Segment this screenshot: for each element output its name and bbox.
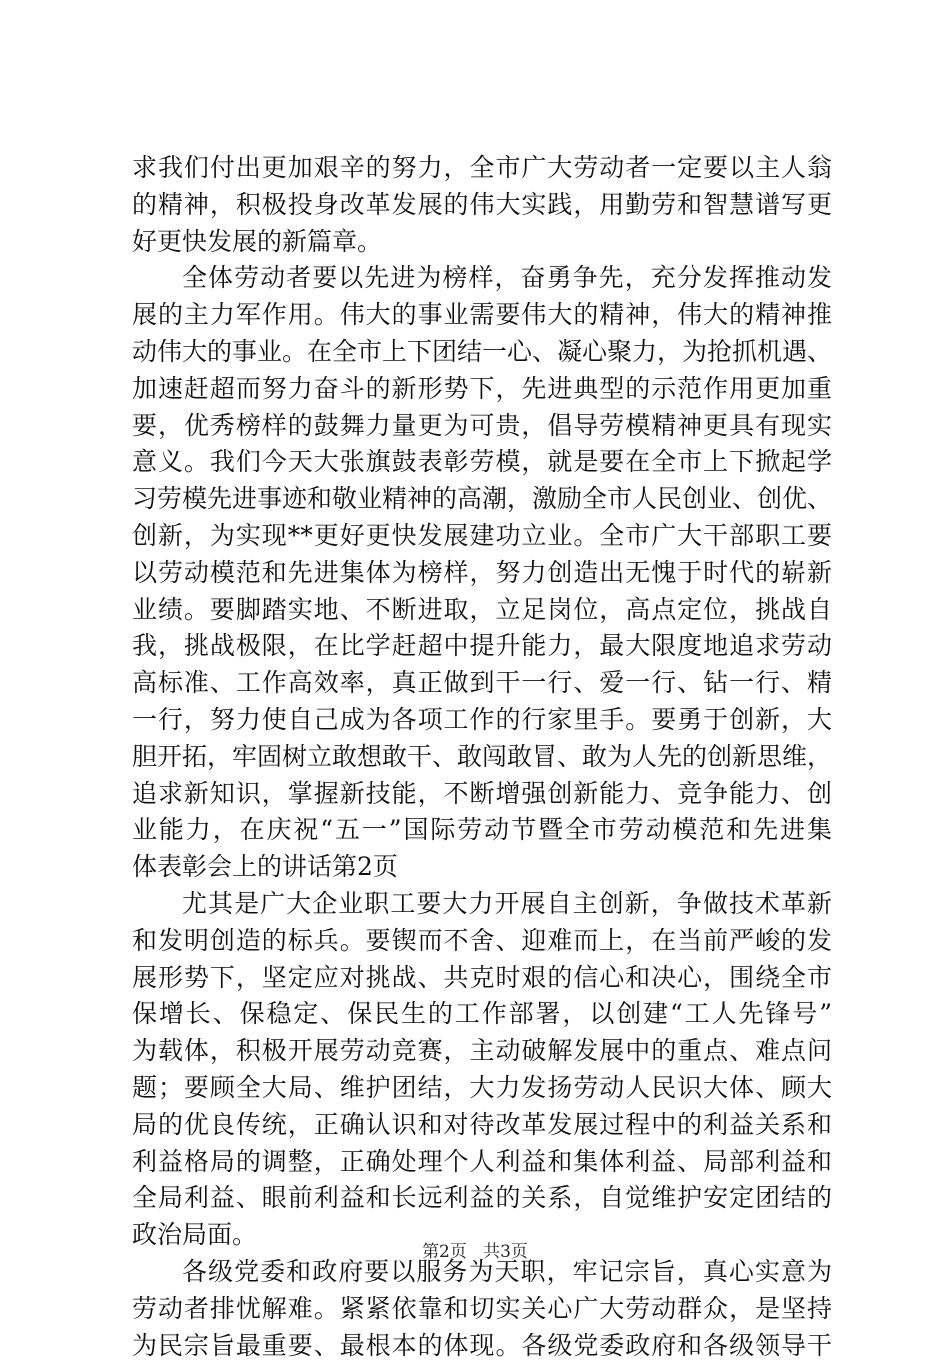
document-body bbox=[132, 150, 832, 1364]
text-line: 追求新知识，掌握新技能，不断增强创新能力、竞争能力、创 bbox=[132, 776, 832, 813]
page-number: 第2页 bbox=[422, 1242, 467, 1262]
text-line: 题；要顾全大局、维护团结，大力发扬劳动人民识大体、顾大 bbox=[132, 1070, 832, 1107]
text-line: 意义。我们今天大张旗鼓表彰劳模，就是要在全市上下掀起学 bbox=[132, 444, 832, 481]
footer-separator bbox=[472, 1242, 477, 1262]
text-line: 业绩。要脚踏实地、不断进取，立足岗位，高点定位，挑战自 bbox=[132, 592, 832, 629]
text-line: 局的优良传统，正确认识和对待改革发展过程中的利益关系和 bbox=[132, 1107, 832, 1144]
text-line: 加速赶超而努力奋斗的新形势下，先进典型的示范作用更加重 bbox=[132, 371, 832, 408]
text-line: 好更快发展的新篇章。 bbox=[132, 224, 832, 261]
page-total: 共3页 bbox=[483, 1242, 528, 1262]
text-line: 业能力，在庆祝“五一”国际劳动节暨全市劳动模范和先进集 bbox=[132, 812, 832, 849]
text-line: 求我们付出更加艰辛的努力，全市广大劳动者一定要以主人翁 bbox=[132, 150, 832, 187]
text-line: 习劳模先进事迹和敬业精神的高潮，激励全市人民创业、创优、 bbox=[132, 481, 832, 518]
text-line: 要，优秀榜样的鼓舞力量更为可贵，倡导劳模精神更具有现实 bbox=[132, 408, 832, 445]
text-line: 高标准、工作高效率，真正做到干一行、爱一行、钻一行、精 bbox=[132, 665, 832, 702]
text-line: 为民宗旨最重要、最根本的体现。各级党委政府和各级领导干 bbox=[132, 1328, 832, 1364]
text-line: 我，挑战极限，在比学赶超中提升能力，最大限度地追求劳动 bbox=[132, 628, 832, 665]
text-line: 为载体，积极开展劳动竞赛，主动破解发展中的重点、难点问 bbox=[132, 1033, 832, 1070]
text-line: 创新，为实现**更好更快发展建功立业。全市广大干部职工要 bbox=[132, 518, 832, 555]
text-line: 保增长、保稳定、保民生的工作部署，以创建“工人先锋号” bbox=[132, 996, 832, 1033]
text-line: 政治局面。 bbox=[132, 1217, 832, 1254]
text-line: 各级党委和政府要以服务为天职，牢记宗旨，真心实意为 bbox=[132, 1254, 832, 1291]
text-line: 尤其是广大企业职工要大力开展自主创新，争做技术革新 bbox=[132, 886, 832, 923]
text-line: 展的主力军作用。伟大的事业需要伟大的精神，伟大的精神推 bbox=[132, 297, 832, 334]
text-line: 体表彰会上的讲话第2页 bbox=[132, 849, 832, 886]
text-line: 的精神，积极投身改革发展的伟大实践，用勤劳和智慧谱写更 bbox=[132, 187, 832, 224]
text-line: 动伟大的事业。在全市上下团结一心、凝心聚力，为抢抓机遇、 bbox=[132, 334, 832, 371]
page-footer bbox=[0, 1240, 950, 1264]
text-line: 全局利益、眼前利益和长远利益的关系，自觉维护安定团结的 bbox=[132, 1180, 832, 1217]
text-line: 展形势下，坚定应对挑战、共克时艰的信心和决心，围绕全市 bbox=[132, 960, 832, 997]
text-line: 一行，努力使自己成为各项工作的行家里手。要勇于创新，大 bbox=[132, 702, 832, 739]
text-line: 全体劳动者要以先进为榜样，奋勇争先，充分发挥推动发 bbox=[132, 260, 832, 297]
text-line: 劳动者排忧解难。紧紧依靠和切实关心广大劳动群众，是坚持 bbox=[132, 1291, 832, 1328]
text-line: 胆开拓，牢固树立敢想敢干、敢闯敢冒、敢为人先的创新思维， bbox=[132, 739, 832, 776]
text-line: 利益格局的调整，正确处理个人利益和集体利益、局部利益和 bbox=[132, 1144, 832, 1181]
text-line: 以劳动模范和先进集体为榜样，努力创造出无愧于时代的崭新 bbox=[132, 555, 832, 592]
text-line: 和发明创造的标兵。要锲而不舍、迎难而上，在当前严峻的发 bbox=[132, 923, 832, 960]
